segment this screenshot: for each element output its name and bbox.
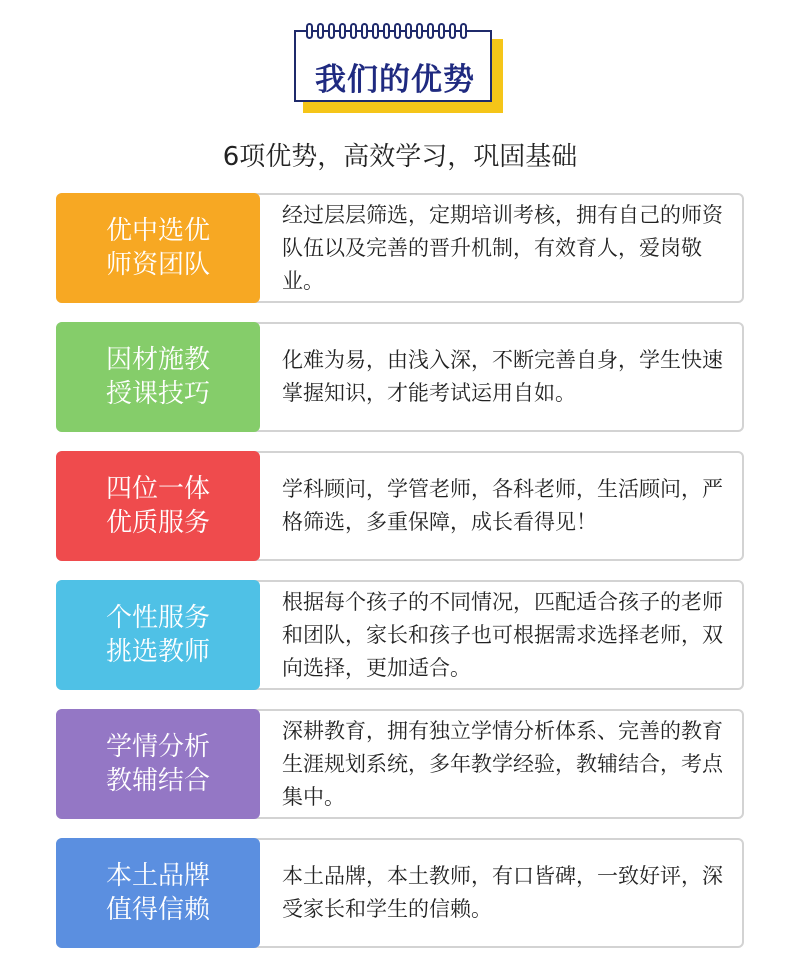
advantage-card	[56, 451, 744, 561]
ring-icon	[449, 23, 456, 39]
card-label	[56, 451, 260, 561]
advantage-list	[56, 193, 744, 967]
ring-icon	[405, 23, 412, 39]
ring-icon	[438, 23, 445, 39]
card-description: 化难为易，由浅入深，不断完善自身，学生快速掌握知识，才能考试运用自如。	[282, 348, 723, 405]
card-description: 学科顾问，学管老师，各科老师，生活顾问，严格筛选，多重保障，成长看得见！	[282, 477, 723, 534]
card-label-line: 值得信赖	[105, 895, 210, 925]
ring-icon	[427, 23, 434, 39]
ring-icon	[383, 23, 390, 39]
advantage-card	[56, 838, 744, 948]
card-label	[56, 838, 260, 948]
ring-icon	[372, 23, 379, 39]
advantage-card	[56, 322, 744, 432]
advantage-card	[56, 580, 744, 690]
card-label-line: 四位一体	[105, 474, 210, 504]
card-label	[56, 580, 260, 690]
card-label-line: 师资团队	[105, 250, 210, 280]
advantage-card	[56, 709, 744, 819]
card-label-line: 授课技巧	[105, 379, 210, 409]
ring-icon	[460, 23, 467, 39]
card-label	[56, 709, 260, 819]
card-label-line: 本土品牌	[105, 861, 210, 891]
card-description: 根据每个孩子的不同情况，匹配适合孩子的老师和团队，家长和孩子也可根据需求选择老师，双向选择，更加适合。	[282, 589, 723, 680]
ring-icon	[328, 23, 335, 39]
ring-icon	[416, 23, 423, 39]
card-description: 深耕教育，拥有独立学情分析体系、完善的教育生涯规划系统，多年教学经验，教辅结合，考点集中。	[282, 718, 723, 809]
ring-icon	[339, 23, 346, 39]
card-label-line: 因材施教	[105, 345, 210, 375]
ring-icon	[317, 23, 324, 39]
card-label-line: 优中选优	[105, 216, 210, 246]
card-description: 经过层层筛选，定期培训考核，拥有自己的师资队伍以及完善的晋升机制，有效育人，爱岗敬业。	[282, 202, 723, 293]
ring-icon	[394, 23, 401, 39]
card-label-line: 个性服务	[105, 603, 210, 633]
card-label-line: 学情分析	[105, 732, 210, 762]
notepad-frame	[294, 30, 492, 102]
title-notepad	[294, 30, 504, 114]
card-label-line: 挑选教师	[105, 637, 210, 667]
card-description: 本土品牌，本土教师，有口皆碑，一致好评，深受家长和学生的信赖。	[282, 864, 723, 921]
advantage-card	[56, 193, 744, 303]
page-subtitle: 6项优势，高效学习，巩固基础	[222, 142, 578, 172]
card-label-line: 优质服务	[105, 508, 210, 538]
card-label-line: 教辅结合	[105, 766, 210, 796]
ring-icon	[361, 23, 368, 39]
ring-icon	[306, 23, 313, 39]
card-label	[56, 193, 260, 303]
notepad-rings	[306, 23, 467, 39]
ring-icon	[350, 23, 357, 39]
card-label	[56, 322, 260, 432]
page-title: 我们的优势	[315, 62, 475, 98]
